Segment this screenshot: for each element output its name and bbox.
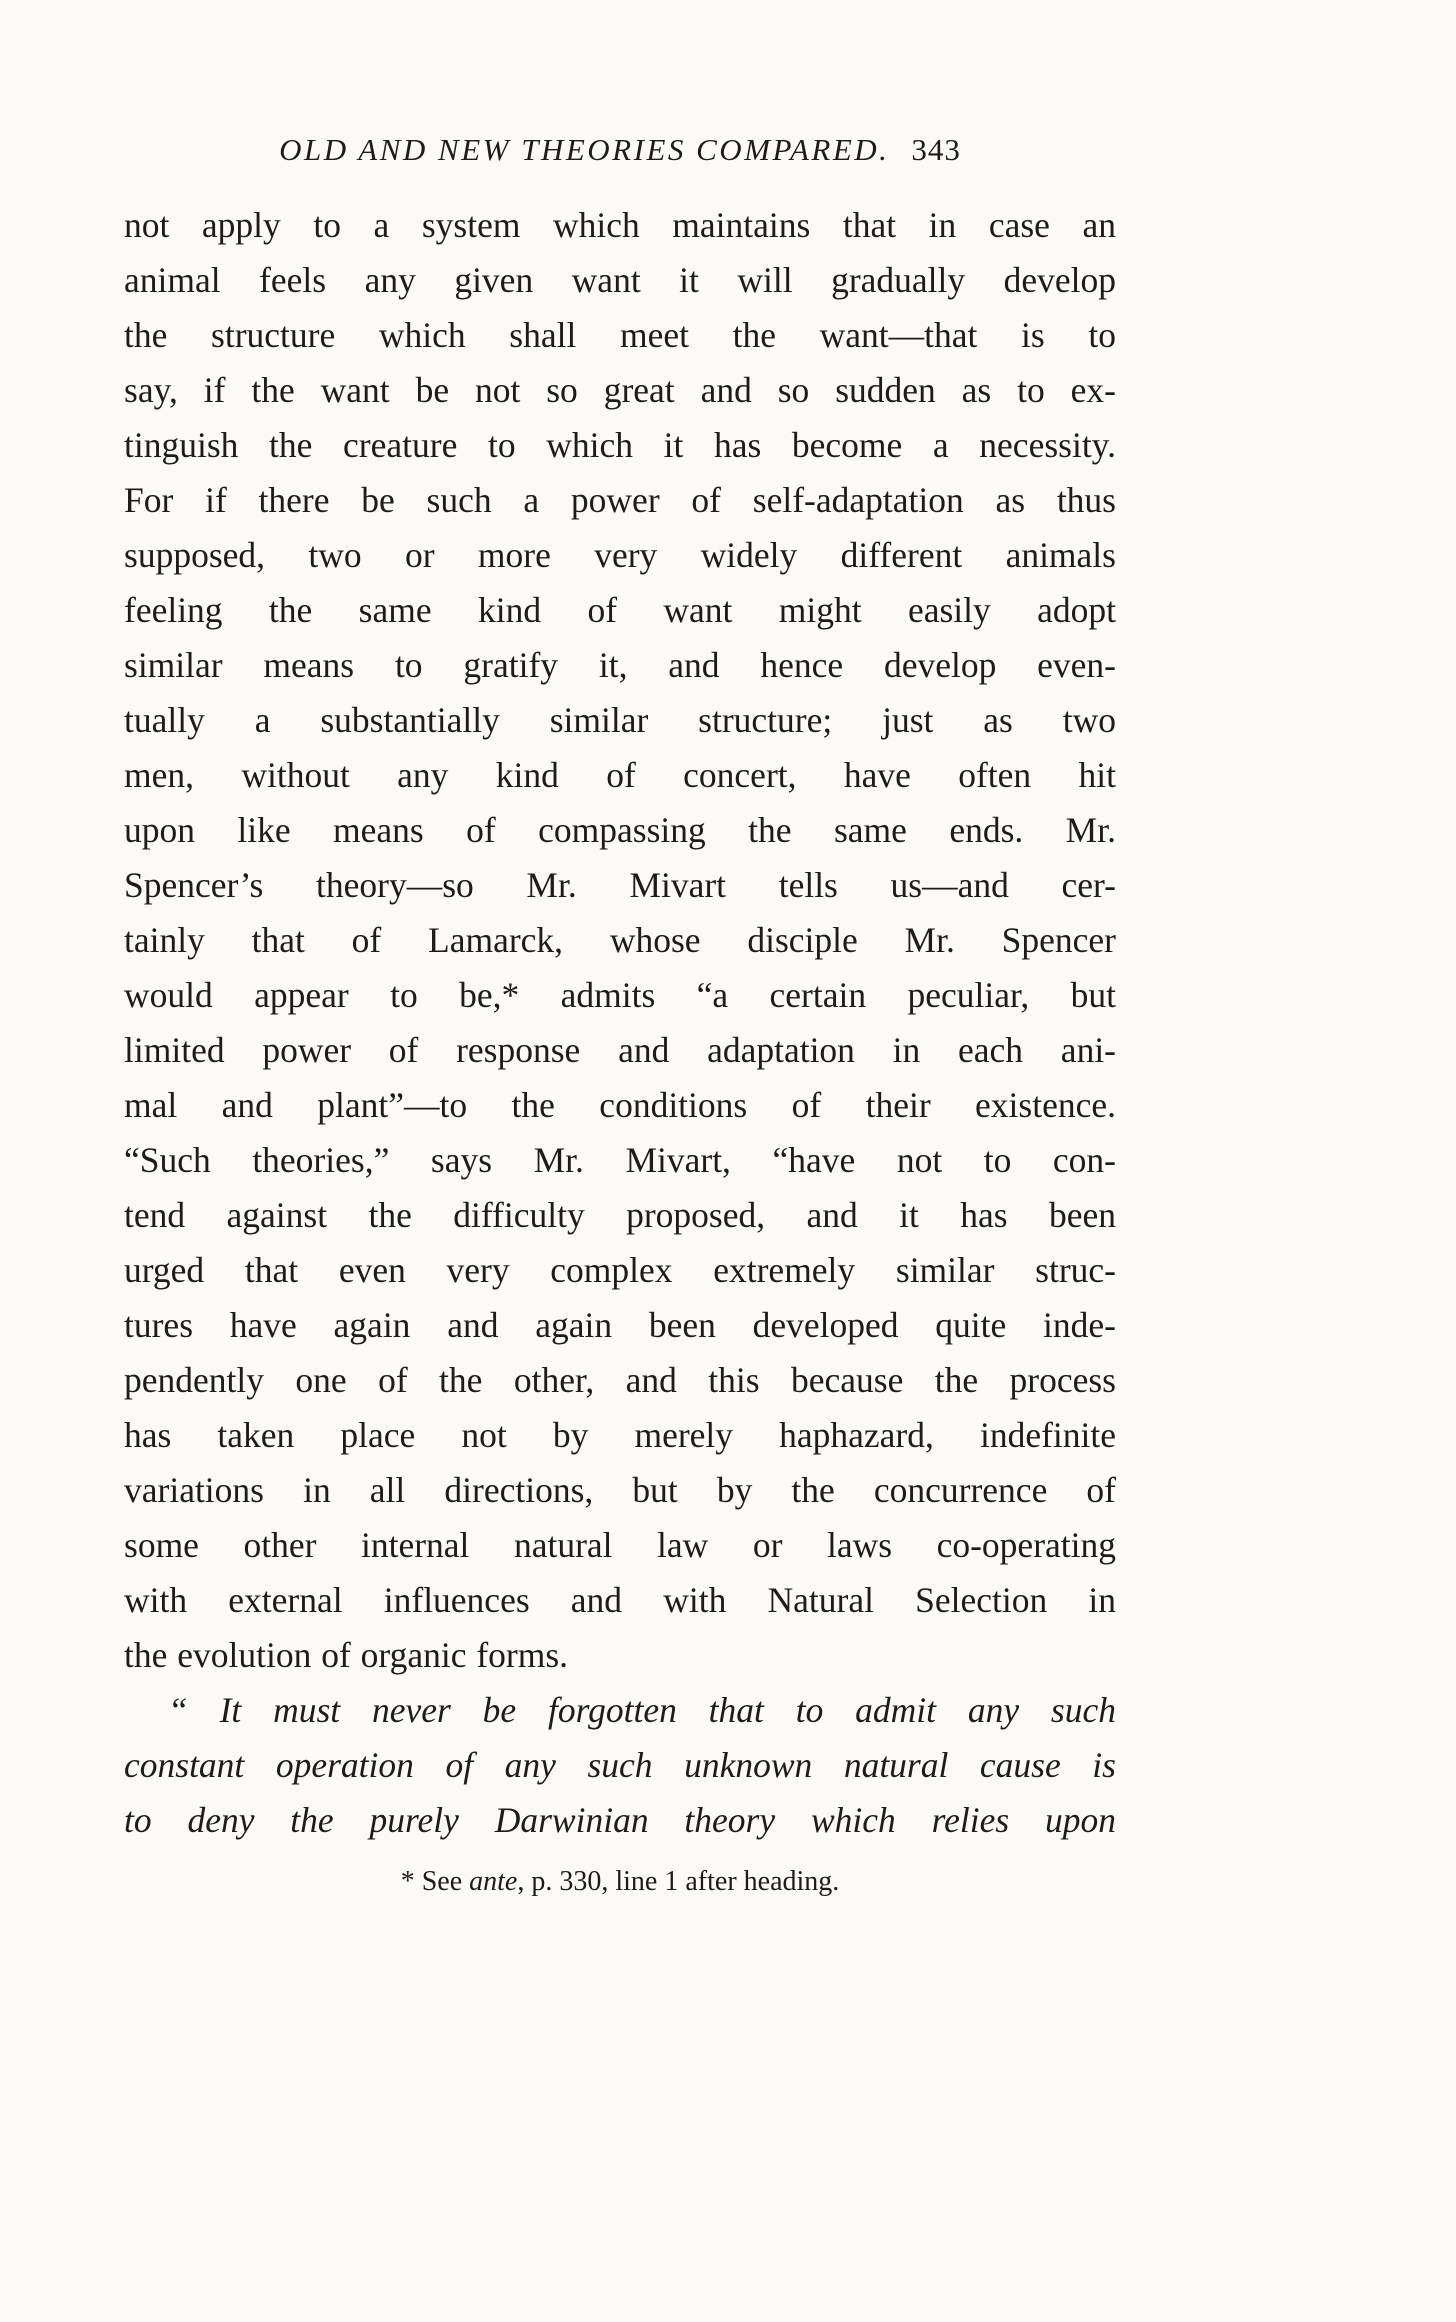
text-line: “ It must never be forgotten that to admit any such (168, 1690, 1116, 1730)
text-line: urged that even very complex extremely similar struc- (124, 1250, 1116, 1290)
text-line: Spencer’s theory—so Mr. Mivart tells us—and cer- (124, 865, 1116, 905)
paragraph-main (124, 198, 1116, 1683)
text-line: feeling the same kind of want might easily adopt (124, 590, 1116, 630)
text-line: variations in all directions, but by the concurrence of (124, 1470, 1116, 1510)
text-line: For if there be such a power of self-adaptation as thus (124, 480, 1116, 520)
text-line: the evolution of organic forms. (124, 1635, 569, 1675)
page-number: 343 (911, 132, 961, 167)
text-line: tainly that of Lamarck, whose disciple Mr. Spencer (124, 920, 1116, 960)
text-line: limited power of response and adaptation in each ani- (124, 1030, 1116, 1070)
text-line: has taken place not by merely haphazard, indefinite (124, 1415, 1116, 1455)
text-line: tually a substantially similar structure; just as two (124, 700, 1116, 740)
text-line: “Such theories,” says Mr. Mivart, “have not to con- (124, 1140, 1116, 1180)
running-head (124, 132, 1116, 168)
text-line: upon like means of compassing the same ends. Mr. (124, 810, 1116, 850)
text-line: constant operation of any such unknown natural cause is (124, 1745, 1116, 1785)
text-line: mal and plant”—to the conditions of their existence. (124, 1085, 1116, 1125)
text-line: with external influences and with Natural Selection in (124, 1580, 1116, 1620)
footnote (124, 1862, 1116, 1902)
text-line: say, if the want be not so great and so sudden as to ex- (124, 370, 1116, 410)
running-head-title: OLD AND NEW THEORIES COMPARED. (279, 132, 890, 167)
text-block (124, 198, 1116, 1902)
text-line: to deny the purely Darwinian theory which relies upon (124, 1800, 1116, 1840)
text-line: tures have again and again been developed quite inde- (124, 1305, 1116, 1345)
text-line: pendently one of the other, and this because the process (124, 1360, 1116, 1400)
text-line: the structure which shall meet the want—that is to (124, 315, 1116, 355)
text-line: men, without any kind of concert, have often hit (124, 755, 1116, 795)
text-line: animal feels any given want it will gradually develop (124, 260, 1116, 300)
paragraph-quote (124, 1683, 1116, 1848)
text-line: would appear to be,* admits “a certain peculiar, but (124, 975, 1116, 1015)
footnote-suffix: , p. 330, line 1 after heading. (517, 1866, 840, 1897)
text-line: some other internal natural law or laws co-operating (124, 1525, 1116, 1565)
text-line: similar means to gratify it, and hence develop even- (124, 645, 1116, 685)
text-line: tinguish the creature to which it has become a necessity. (124, 425, 1116, 465)
text-line: not apply to a system which maintains that in case an (124, 205, 1116, 245)
text-line: tend against the difficulty proposed, and it has been (124, 1195, 1116, 1235)
footnote-reference-italic: ante (469, 1866, 518, 1897)
text-line: supposed, two or more very widely different animals (124, 535, 1116, 575)
footnote-prefix: * See (400, 1866, 470, 1897)
